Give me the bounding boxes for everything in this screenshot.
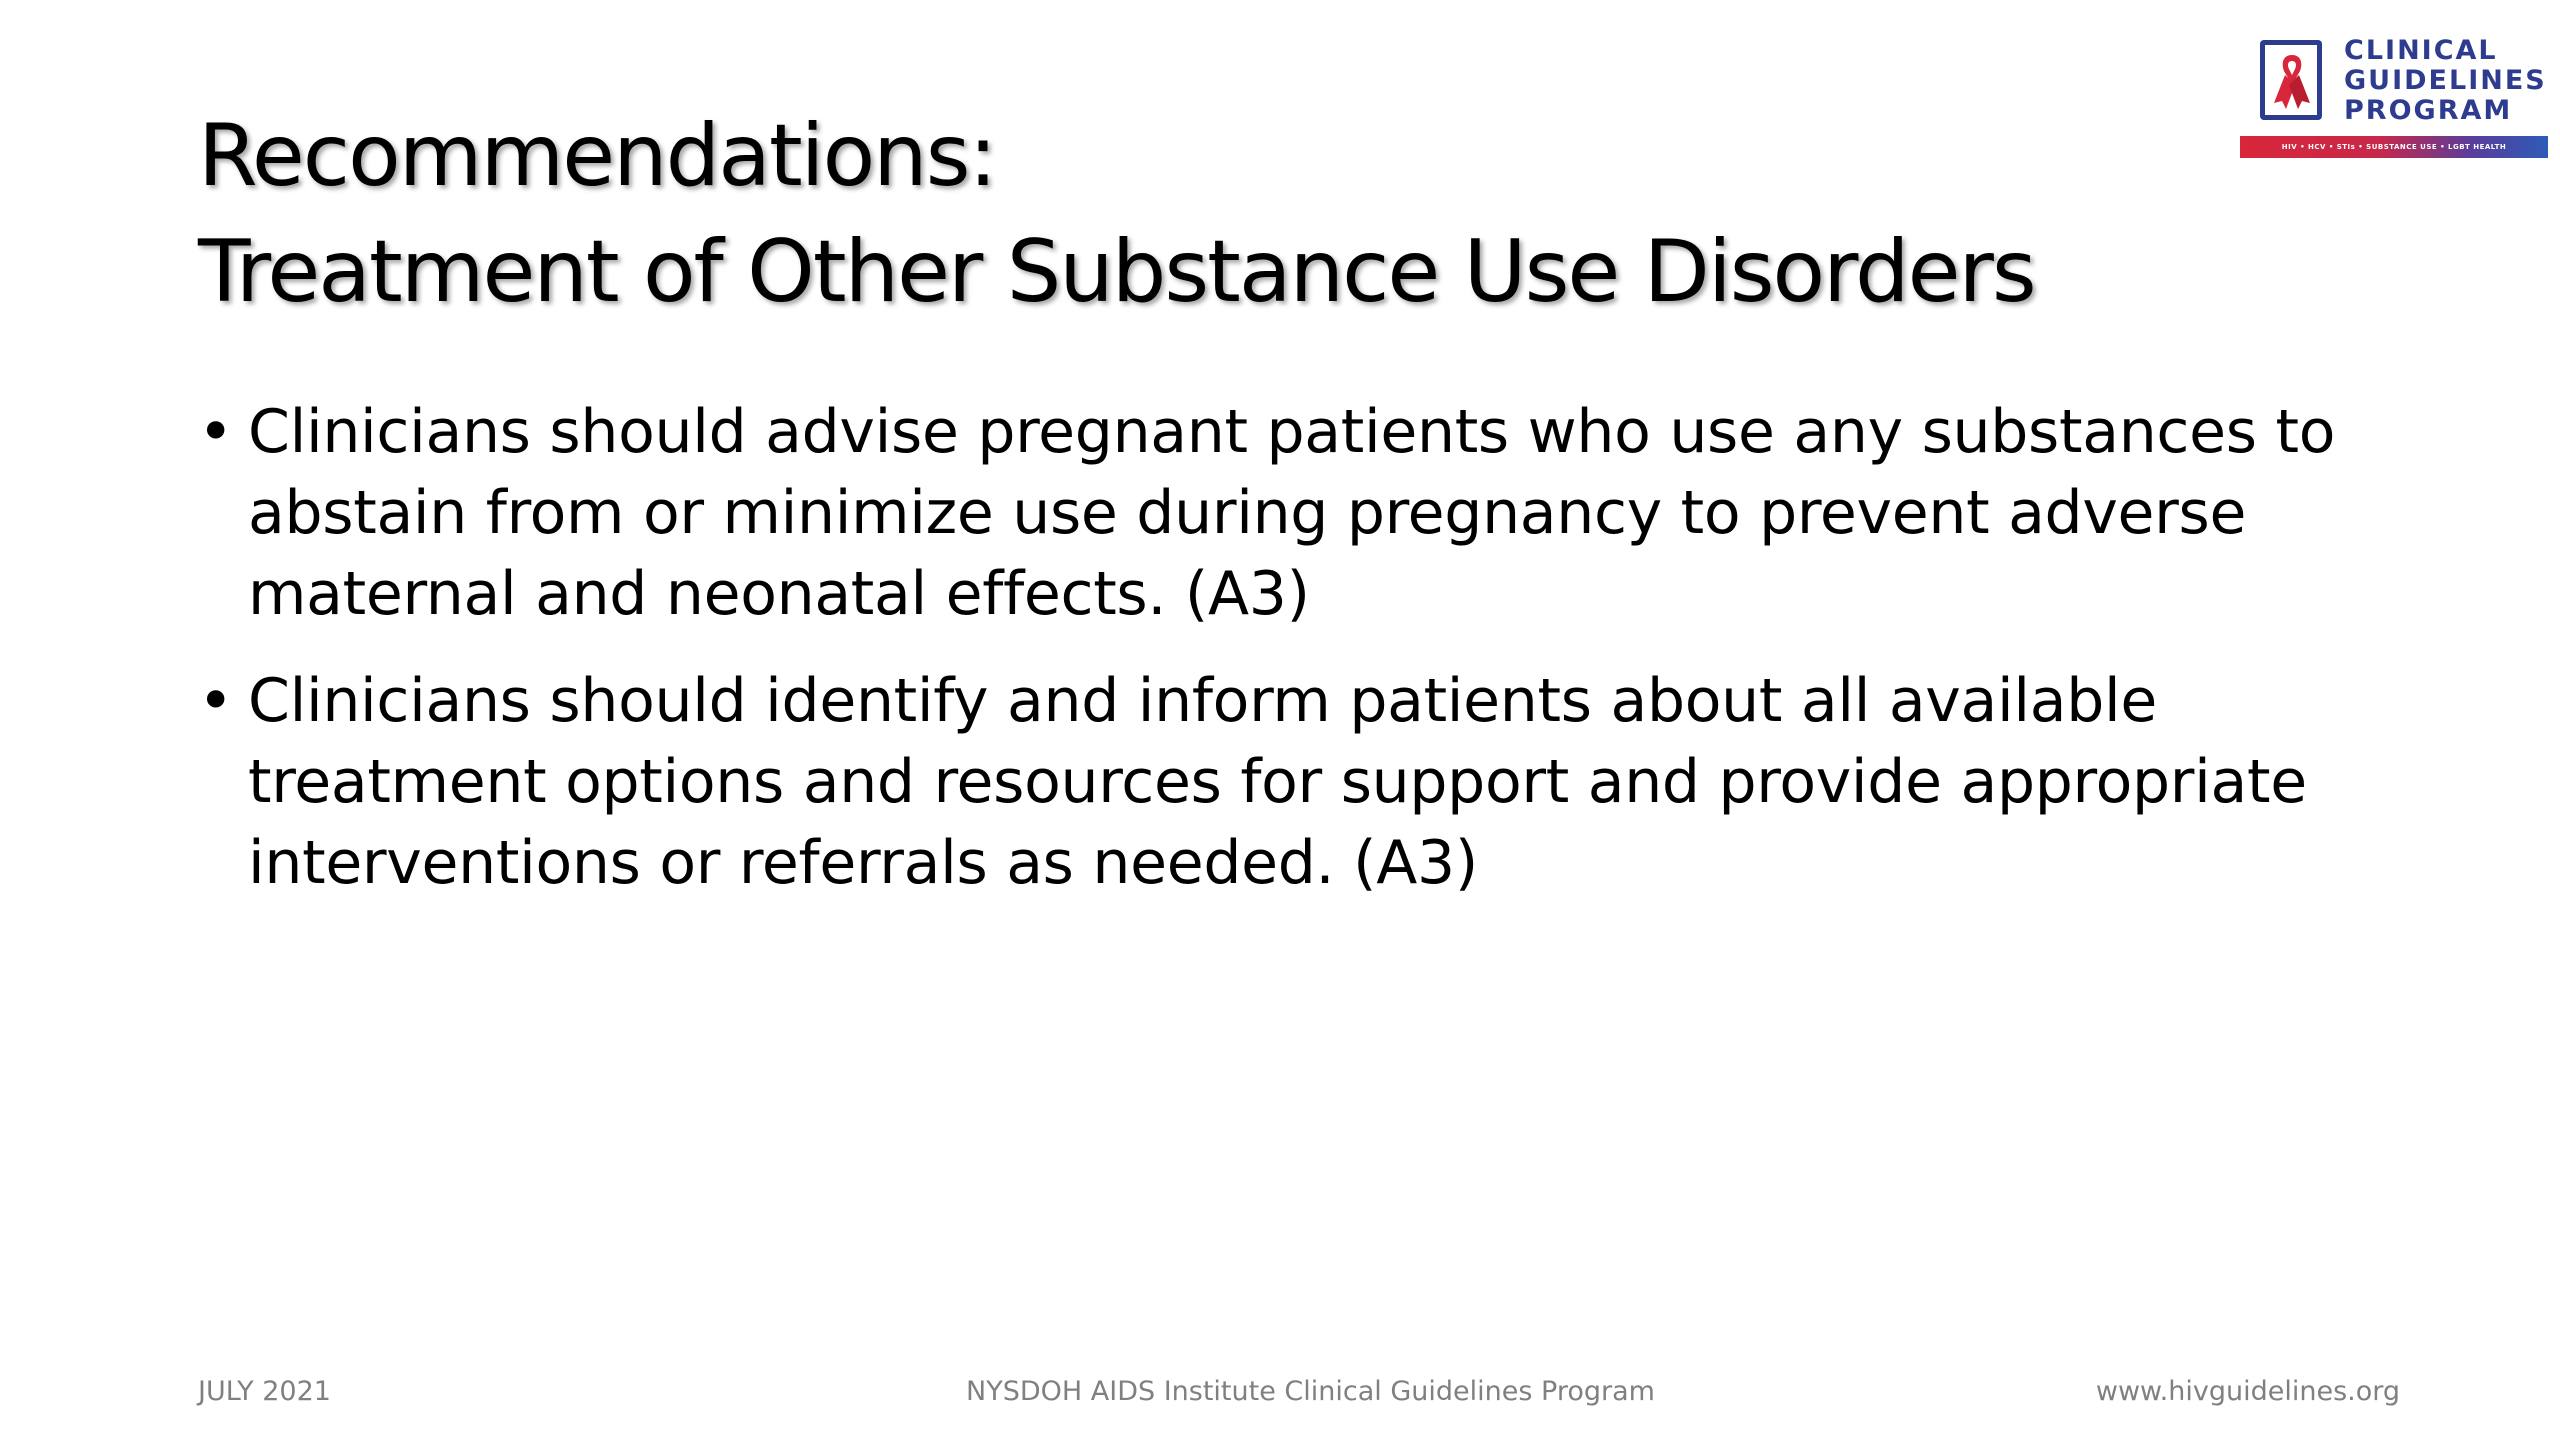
recommendation-list	[198, 392, 2418, 930]
red-ribbon-icon	[2271, 51, 2313, 113]
slide-title	[198, 98, 2198, 330]
slide-title-line-2: Treatment of Other Substance Use Disorders	[198, 222, 2035, 322]
recommendation-item	[198, 392, 2418, 635]
footer-website: www.hivguidelines.org	[2095, 1376, 2400, 1407]
clinical-guidelines-logo	[2240, 36, 2548, 160]
recommendation-item	[198, 661, 2418, 904]
recommendation-text: Clinicians should advise pregnant patients who use any substances to abstain from or minimize use during pregnancy to prevent adverse maternal and neonatal effects. (A3)	[248, 397, 2336, 629]
logo-line-2: GUIDELINES	[2344, 65, 2547, 96]
logo-line-1: CLINICAL	[2344, 35, 2498, 66]
bullet-icon: •	[198, 666, 234, 736]
logo-line-3: PROGRAM	[2344, 95, 2513, 126]
slide-title-line-1: Recommendations:	[198, 106, 996, 206]
bullet-icon: •	[198, 397, 234, 467]
logo-tagline-bar: HIV • HCV • STIs • SUBSTANCE USE • LGBT HEALTH	[2240, 136, 2548, 158]
footer-program-name: NYSDOH AIDS Institute Clinical Guidelines Program	[966, 1376, 1655, 1407]
recommendation-text: Clinicians should identify and inform patients about all available treatment options and resources for support and provide appropriate interventions or referrals as needed. (A3)	[248, 666, 2307, 898]
logo-wordmark	[2344, 36, 2547, 126]
logo-badge	[2260, 40, 2322, 120]
footer-date: JULY 2021	[198, 1376, 331, 1407]
